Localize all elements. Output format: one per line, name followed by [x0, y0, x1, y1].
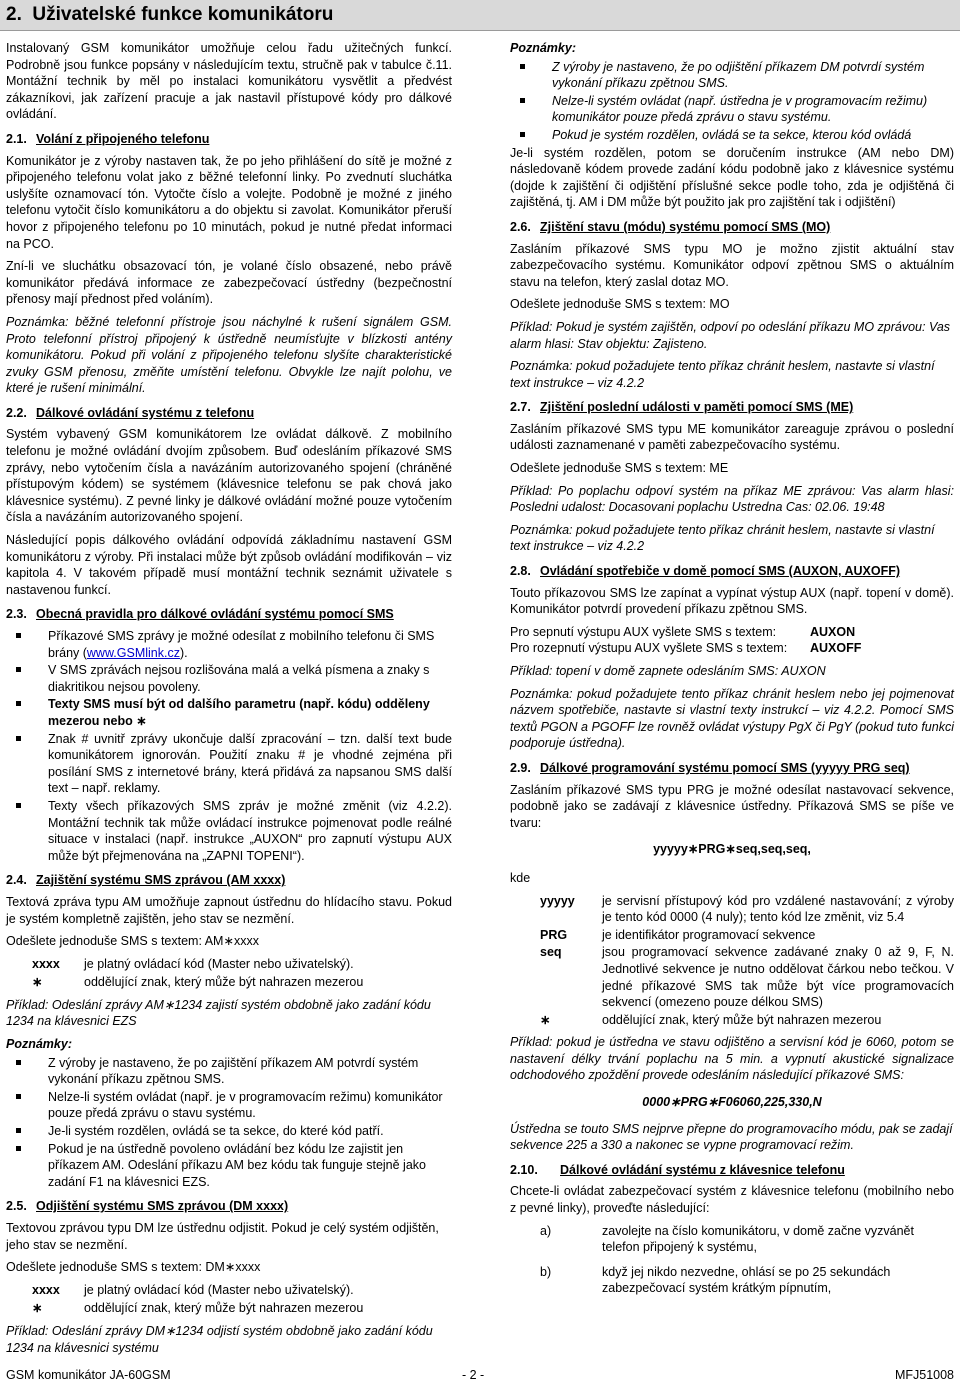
section-2-9-paragraph: Zasláním příkazové SMS typu PRG je možné odesílat nastavovací sekvence, podobně jako se zadávají z klávesnice ústředny. Příkazová SMS se píše ve tvaru:	[510, 782, 954, 830]
definition-term: yyyyy	[540, 893, 575, 908]
section-2-7-heading: 2.7. Zjištění poslední události v paměti pomocí SMS (ME)	[510, 400, 854, 415]
left-column	[6, 40, 452, 1362]
definition-text: je identifikátor programovací sekvence	[602, 927, 816, 942]
step-label: a)	[540, 1223, 552, 1238]
section-2-5-example: Příklad: Odeslání zprávy DM∗1234 odjistí systém obdobně jako zadání kódu 1234 na klávesnici systému	[6, 1323, 433, 1355]
section-2-7-note: Poznámka: pokud požadujete tento příkaz chránit heslem, nastavte si vlastní text instrukce – viz 4.2.2	[510, 522, 935, 554]
definition-text: je platný ovládací kód (Master nebo uživatelský).	[84, 1282, 354, 1297]
section-2-3-rules-list	[6, 628, 452, 864]
step-label: b)	[540, 1264, 552, 1279]
gsmlink-link[interactable]: www.GSMlink.cz	[86, 645, 180, 660]
section-2-2-paragraph-2: Následující popis dálkového ovládání odpovídá základnímu nastavení GSM komunikátoru z výroby. Při instalaci může být způsob ovládání modifikován – viz kapitola 4. V takovém případě musí montážní technik seznámit uživatele s nastavenou funkcí.	[6, 533, 452, 597]
section-2-8-example: Příklad: topení v domě zapnete odesláním SMS: AUXON	[510, 664, 826, 678]
section-2-9-definitions	[510, 893, 954, 1029]
kde-label: kde	[510, 870, 531, 885]
section-2-2-paragraph: Systém vybavený GSM komunikátorem lze ovládat dálkově. Z mobilního telefonu je možné ovládání dvojím způsobem. Buď odesláním příkazové SMS zprávy, nebo vytočením čísla a navázáním autorizovaného spojení (chráněné přístupovým kódem) se systémem (klávesnice telefonu se pak chová jako klávesnice systému). Z pevné linky je dálkové ovládání možné pouze vytočením čísla a navázáním autorizovaného spojení.	[6, 427, 452, 525]
list-item: Pokud je systém rozdělen, ovládá se ta sekce, kterou kód ovládá	[510, 127, 954, 144]
definition-text: je platný ovládací kód (Master nebo uživatelský).	[84, 956, 354, 971]
definition-term: xxxx	[32, 1282, 60, 1297]
list-item: Z výroby je nastaveno, že po odjištění příkazem DM potvrdí systém vykonání příkazu zpětnou SMS.	[510, 59, 954, 92]
list-item: V SMS zprávách nejsou rozlišována malá a velká písmena a znaky s diakritikou nejsou povoleny.	[6, 662, 452, 695]
chapter-title: 2. Uživatelské funkce komunikátoru	[6, 4, 334, 25]
section-2-6-paragraph: Zasláním příkazové SMS typu MO je možno zjistit aktuální stav zabezpečovacího systému. Komunikátor odpoví zpětnou SMS o aktuálním stavu na telefon, který zaslal dotaz MO.	[510, 241, 954, 289]
definition-text: je servisní přístupový kód pro vzdálené nastavování; z výroby je tento kód 0000 (4 nuly); tento kód lze změnit, viz 5.4	[602, 893, 954, 925]
list-item: Pokud je na ústředně povoleno ovládání bez kódu lze zajistit jen příkazem AM. Odeslání příkazu AM bez kódu tak funguje stejně jako zadání F1 na klávesnici EZS.	[6, 1141, 452, 1191]
partition-paragraph: Je-li systém rozdělen, potom se doručením instrukce (AM nebo DM) následovaně kódem provede zadání kódu podobně jako z klávesnice systému (dojde k zajištění či odjištění příslušné sekce podle toho, zda je odjištěná či zajištěná, tj. AM i DM může být použito jak pro zajištění tak i odjištění)	[510, 145, 954, 210]
section-2-7-example: Příklad: Po poplachu odpoví systém na příkaz ME zprávou: Vas alarm hlasi: Posledni udalost: Docasovani poplachu Ustredna Cas: 02.06. 19:48	[510, 483, 954, 515]
section-2-1-heading: 2.1. Volání z připojeného telefonu	[6, 131, 210, 146]
section-2-4-paragraph: Textová zpráva typu AM umožňuje zapnout ústřednu do hlídacího stavu. Pokud je systém kompletně zajištěn, jeho stav se nezmění.	[6, 894, 452, 926]
right-column	[510, 40, 954, 1305]
section-2-4-notes-list	[6, 1055, 452, 1191]
section-2-4-notes-heading: Poznámky:	[6, 1037, 72, 1052]
section-2-1-paragraph: Komunikátor je z výroby nastaven tak, že po jeho přihlášení do sítě je možné z připojeného telefonu volat jako z běžné telefonní linky. Po zvednutí sluchátka uslyšíte oznamovací tón. Vytočte číslo a volejte. Podobně je možné z jiného telefonu vytočit číslo komunikátoru a do objektu si zavolat. Komunikátor přeruší hovor z připojeného telefonu po 10 minutách, pokud je nutné předat informaci na PCO.	[6, 153, 452, 251]
list-item: Nelze-li systém ovládat (např. je v programovacím režimu) komunikátor pouze předá zprávu o stavu systému.	[6, 1089, 452, 1122]
section-2-5-send-instruction: Odešlete jednoduše SMS s textem: DM∗xxxx	[6, 1260, 261, 1275]
footer-product: GSM komunikátor JA-60GSM	[6, 1368, 171, 1382]
definition-term: ∗	[32, 1301, 43, 1316]
section-2-4-example: Příklad: Odeslání zprávy AM∗1234 zajistí systém obdobně jako zadání kódu 1234 na klávesnici EZS	[6, 997, 431, 1029]
list-item: Z výroby je nastaveno, že po zajištění příkazem AM potvrdí systém vykonání příkazu zpětnou SMS.	[6, 1055, 452, 1088]
section-2-6-example: Příklad: Pokud je systém zajištěn, odpoví po odeslání příkazu MO zprávou: Vas alarm hlasi: Stav objektu: Zajisteno.	[510, 319, 951, 351]
section-2-6-note: Poznámka: pokud požadujete tento příkaz chránit heslem, nastavte si vlastní text instrukce – viz 4.2.2	[510, 359, 935, 390]
section-2-3-heading: 2.3. Obecná pravidla pro dálkové ovládání systému pomocí SMS	[6, 607, 394, 622]
page-number: - 2 -	[462, 1368, 485, 1382]
section-2-1-paragraph-2: Zní-li ve sluchátku obsazovací tón, je volané číslo obsazené, nebo právě komunikátor předává informace ze zabezpečovací ústředny (bezpečnostní přenosy mají přednost před voláním).	[6, 259, 452, 307]
section-2-4-heading: 2.4. Zajištění systému SMS zprávou (AM xxxx)	[6, 873, 286, 888]
section-2-5-notes-list	[510, 59, 954, 144]
document-code: MFJ51008	[894, 1368, 954, 1382]
definition-text: oddělující znak, který může být nahrazen mezerou	[84, 975, 364, 990]
definition-text: oddělující znak, který může být nahrazen mezerou	[602, 1012, 882, 1027]
list-item: Texty SMS musí být od dalšího parametru (např. kódu) odděleny mezerou nebo ∗	[6, 696, 452, 729]
definition-term: ∗	[32, 975, 43, 990]
section-2-7-send-instruction: Odešlete jednoduše SMS s textem: ME	[510, 461, 729, 476]
step-text: když jej nikdo nezvedne, ohlásí se po 25 sekundách zabezpečovací systém krátkým pípnutím,	[602, 1264, 891, 1296]
list-item: Nelze-li systém ovládat (např. ústředna je v programovacím režimu) komunikátor pouze předá zprávu o stavu systému.	[510, 93, 954, 126]
step-text: zavolejte na číslo komunikátoru, v domě začne vyzvánět telefon připojený k systému,	[602, 1223, 914, 1255]
definition-term: xxxx	[32, 956, 60, 971]
definition-text: oddělující znak, který může být nahrazen mezerou	[84, 1301, 364, 1316]
definition-term: PRG	[540, 927, 568, 942]
section-2-10-paragraph: Chcete-li ovládat zabezpečovací systém z klávesnice telefonu (mobilního nebo z pevné linky), proveďte následující:	[510, 1184, 954, 1216]
section-2-2-heading: 2.2. Dálkové ovládání systému z telefonu	[6, 405, 255, 420]
section-2-10-steps	[510, 1223, 954, 1297]
section-2-1-note: Poznámka: běžné telefonní přístroje jsou náchylné k rušení signálem GSM. Proto telefonní přístroj připojený k ústředně neumísťujte v blízkosti antény komunikátoru. Pokud při volání z připojeného telefonu slyšíte charakteristické zvuky GSM přenosu, změňte umístění telefonu. Obvykle lze najít polohu, ve které je rušení minimální.	[6, 314, 452, 396]
section-2-8-note: Poznámka: pokud požadujete tento příkaz chránit heslem nebo jej pojmenovat názvem spotřebiče, nastavte si vlastní texty instrukcí – viz 4.2.2. Pomocí SMS textů PGON a PGOFF lze rovněž ovládat výstupy PgX či PgY (pokud tuto funkci podporuje ústředna).	[510, 686, 954, 751]
chapter-header	[0, 0, 960, 31]
page-footer	[0, 1366, 960, 1384]
section-2-4-send-instruction: Odešlete jednoduše SMS s textem: AM∗xxxx	[6, 934, 259, 949]
section-2-6-heading: 2.6. Zjištění stavu (módu) systému pomocí SMS (MO)	[510, 219, 831, 234]
section-2-9-after: Ústředna se touto SMS nejprve přepne do programovacího módu, pak se zadají sekvence 225 a 330 a nakonec se vypne programovací režim.	[510, 1121, 953, 1153]
section-2-6-send-instruction: Odešlete jednoduše SMS s textem: MO	[510, 297, 730, 312]
section-2-8-paragraph: Touto příkazovou SMS lze zapínat a vypínat výstup AUX (např. topení v domě). Komunikátor potvrdí provedení příkazu zpětnou SMS.	[510, 585, 954, 617]
definition-term: seq	[540, 945, 562, 960]
auxoff-line: Pro rozepnutí výstupu AUX vyšlete SMS s textem: AUXOFF	[510, 641, 862, 656]
intro-paragraph: Instalovaný GSM komunikátor umožňuje celou řadu užitečných funkcí. Podrobně jsou funkce popsány v následujícím textu, stručně pak v tabulce č.11. Montážní technik by měl po instalaci komunikátoru vysvětlit a předvést zákazníkovi, jak zařízení pracuje a jak nastavil přístupové kódy pro dálkové ovládání.	[6, 41, 452, 122]
section-2-9-heading: 2.9. Dálkové programování systému pomocí SMS (yyyyy PRG seq)	[510, 760, 910, 775]
section-2-5-paragraph: Textovou zprávou typu DM lze ústřednu odjistit. Pokud je celý systém odjištěn, jeho stav se nezmění.	[6, 1221, 439, 1252]
section-2-9-example: Příklad: pokud je ústředna ve stavu odjištěno a servisní kód je 6060, potom se nastavení délky trvání poplachu na 5 min. a vypnutí akustické signalizace odchodového zpoždění provede odesláním následující příkazové SMS:	[510, 1035, 954, 1083]
list-item: Znak # uvnitř zprávy ukončuje další zpracování – tzn. další text bude komunikátorem ignorován. Použití znaku # je vhodné zejména při posílání SMS z internetové brány, která přidává za napsanou SMS další text – např. reklamy.	[6, 731, 452, 797]
list-item: Je-li systém rozdělen, ovládá se ta sekce, do které kód patří.	[6, 1123, 452, 1140]
section-2-8-heading: 2.8. Ovládání spotřebiče v domě pomocí SMS (AUXON, AUXOFF)	[510, 564, 901, 579]
section-2-5-heading: 2.5. Odjištění systému SMS zprávou (DM xxxx)	[6, 1199, 289, 1214]
prg-example-command: 0000∗PRG∗F06060,225,330,N	[642, 1095, 822, 1110]
section-2-5-definitions	[6, 1282, 452, 1317]
prg-format: yyyyy∗PRG∗seq,seq,seq,	[653, 842, 811, 857]
definition-term: ∗	[540, 1012, 551, 1027]
definition-text: jsou programovací sekvence zadávané znaky 0 až 9, F, N. Jednotlivé sekvence je nutno oddělovat čárkou nebo tečkou. V jedné příkazové SMS tak může být více programovacích sekvencí (omezeno pouze délkou SMS)	[602, 945, 954, 1010]
list-item: Příkazové SMS zprávy je možné odesílat z mobilního telefonu či SMS brány (www.GSMlink.cz).	[6, 628, 452, 661]
section-2-4-definitions	[6, 956, 452, 991]
notes-heading: Poznámky:	[510, 41, 576, 55]
section-2-10-heading: 2.10. Dálkové ovládání systému z klávesnice telefonu	[510, 1162, 845, 1177]
section-2-7-paragraph: Zasláním příkazové SMS typu ME komunikátor zareaguje zprávou o poslední události zaznamenané v paměti zabezpečovacího systému.	[510, 421, 954, 453]
auxon-line: Pro sepnutí výstupu AUX vyšlete SMS s textem: AUXON	[510, 624, 856, 639]
list-item: Texty všech příkazových SMS zpráv je možné změnit (viz 4.2.2). Montážní technik tak může ovládací instrukce pojmenovat podle reálné situace v instalaci (např. instrukce „AUXON“ pro zapnutí výstupu AUX může být přejmenována na „ZAPNI TOPENI“).	[6, 798, 452, 864]
